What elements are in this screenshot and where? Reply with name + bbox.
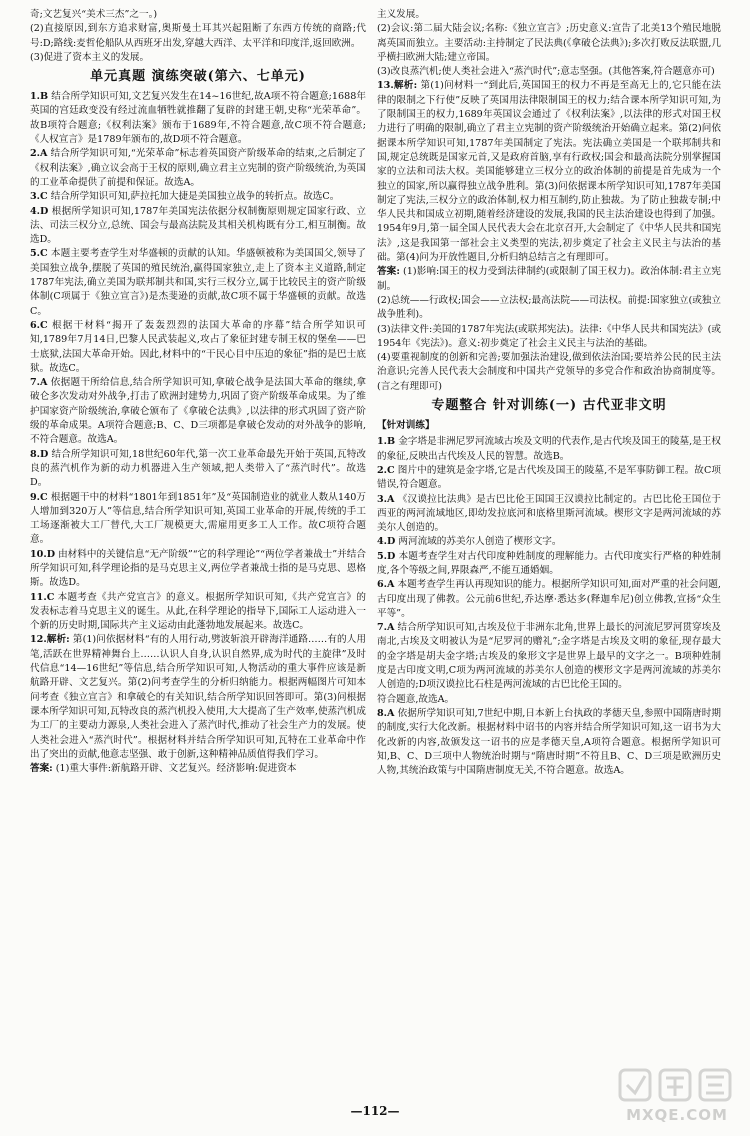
paragraph-text: 结合所学知识可知,“光荣革命”标志着英国资产阶级革命的结束,之后制定了《权利法案》,确立议会高于王权的原则,确立君主立宪制的资产阶级统治,为英国的工业革命提供了前提和保证。故选A。 xyxy=(30,148,366,188)
subsection-heading: 【针对训练】 xyxy=(377,420,435,432)
left-paragraph xyxy=(30,448,366,491)
right-paragraph xyxy=(377,535,721,549)
paragraph-text: (2)会议:第二届大陆会议;名称:《独立宣言》;历史意义:宣告了北美13个殖民地脱离英国而独立。主要活动:主持制定了民法典(《拿破仑法典》);多次打败反法联盟,几乎横扫欧洲大陆;建立帝国。 xyxy=(377,23,721,63)
answer-label: 12.解析: xyxy=(30,634,70,646)
answer-label: 2.A xyxy=(30,148,48,160)
left-paragraph xyxy=(30,22,366,51)
right-paragraph xyxy=(377,435,721,464)
right-paragraph xyxy=(377,265,721,294)
paragraph-text: 第(1)问依据材料“有的人用行动,劈波斩浪开辟海洋通路……有的人用笔,活跃在世界精神舞台上……认识人自身,认识自然界,成为时代的主旋律”及时代信息“14—16世纪”等信息,结合所学知识可知,人物活动的重大事件应该是新航路开辟、文艺复兴。第(2)问考查学生的分析归纳能力。根据两幅图片可知本问考查《独立宣言》和拿破仑的有关知识,结合所学知识回答即可。第(3)问根据课本所学知识可知,瓦特改良的蒸汽机投入使用,大大提高了生产效率,使蒸汽机成为工厂的主要动力源泉,人类社会进入了蒸汽时代,推动了社会生产力的发展。使人类社会进入“蒸汽时代”。根据材料并结合所学知识可知,瓦特在工业革命中作出了突出的贡献,他意志坚强、敢于创新,这种精神品质值得我们学习。 xyxy=(30,634,366,760)
paragraph-text: 本题考查学生再认再现知识的能力。根据所学知识可知,面对严重的社会问题,古印度出现了佛教。公元前6世纪,乔达摩·悉达多(释迦牟尼)创立佛教,宣扬“众生平等”。 xyxy=(377,579,721,619)
answer-label: 6.C xyxy=(30,319,48,331)
right-paragraph xyxy=(377,294,721,323)
answer-label: 5.C xyxy=(30,248,48,260)
paragraph-text: 《汉谟拉比法典》是古巴比伦王国国王汉谟拉比制定的。古巴比伦王国位于西亚的两河流域地区,即幼发拉底河和底格里斯河流域。楔形文字是两河流域的苏美尔人创造的。 xyxy=(377,493,721,534)
answer-label: 11.C xyxy=(30,591,55,603)
answer-label: 6.A xyxy=(377,579,395,591)
answer-label: 1.B xyxy=(377,436,396,448)
paragraph-text: 结合所学知识可知,文艺复兴发生在14~16世纪,故A项不符合题意;1688年英国的宫廷政变没有经过流血牺牲就推翻了复辟的封建王朝,史称“光荣革命”。故B项符合题意;《权利法案》颁布于1689年,不符合题意,故C项不符合题意;《人权宣言》是1789年颁布的,故D项不符合题意。 xyxy=(30,91,366,146)
paragraph-text: (2)总统——行政权;国会——立法权;最高法院——司法权。前提:国家独立(或独立战争胜利)。 xyxy=(377,294,721,321)
right-paragraph xyxy=(377,621,721,692)
paragraph-text: 结合所学知识可知,18世纪60年代,第一次工业革命最先开始于英国,瓦特改良的蒸汽机作为新的动力机器进入生产领域,把人类带入了“蒸汽时代”。故选D。 xyxy=(30,448,366,489)
answer-label: 4.D xyxy=(377,536,396,548)
page-number: —112— xyxy=(350,1104,400,1118)
paragraph-text: (3)促进了资本主义的发展。 xyxy=(30,51,150,63)
left-paragraph xyxy=(30,319,366,376)
watermark: MXQE.COM xyxy=(616,1064,738,1130)
paragraph-text: 依据题干所给信息,结合所学知识可知,拿破仑战争是法国大革命的继续,拿破仑多次发动对外战争,打击了欧洲封建势力,巩固了资产阶级革命成果。为了维护国家资产阶级统治,拿破仑颁布了《拿破仑法典》,以法律的形式巩固了资产阶级的革命成果。A项符合题意;B、C、D三项都是拿破仑发动的对外战争的影响,不符合题意。故选A。 xyxy=(30,377,366,446)
right-paragraph xyxy=(377,323,721,352)
left-paragraph xyxy=(30,147,366,190)
answer-label: 1.B xyxy=(30,91,49,103)
answer-label: 10.D xyxy=(30,548,56,560)
paragraph-text: (4)要重视制度的创新和完善;要加强法治建设,做到依法治国;要培养公民的民主法治意识;完善人民代表大会制度和中国共产党领导的多党合作和政治协商制度等。(言之有理即可) xyxy=(377,352,721,392)
left-paragraph xyxy=(30,90,366,147)
paragraph-text: 图片中的建筑是金字塔,它是古代埃及国王的陵墓,不是军事防御工程。故C项错误,符合题意。 xyxy=(377,464,721,491)
left-paragraph xyxy=(30,591,366,634)
left-paragraph xyxy=(30,376,366,447)
answer-label: 2.C xyxy=(377,464,395,476)
section-heading: 专题整合 针对训练(一) 古代亚非文明 xyxy=(431,398,667,414)
answer-label: 13.解析: xyxy=(377,80,418,92)
right-paragraph xyxy=(377,693,721,707)
paragraph-text: 结合所学知识可知,萨拉托加大捷是美国独立战争的转折点。故选C。 xyxy=(50,191,340,203)
paragraph-text: 结合所学知识可知,古埃及位于非洲东北角,世界上最长的河流尼罗河贯穿埃及南北,古埃及文明被认为是“尼罗河的赠礼”;金字塔是古埃及文明的象征,现存最大的金字塔是胡夫金字塔;古埃及的象形文字是世界上最早的文字之一。B项种姓制度是古印度文明,C项为两河流域的苏美尔人创造的楔形文字是两河流域的苏美尔人创造的;D项汉谟拉比石柱是两河流域的古巴比伦王国的。 xyxy=(377,622,721,691)
paragraph-text: (1)影响:国王的权力受到法律制约(或限制了国王权力)。政治体制:君主立宪制。 xyxy=(377,266,721,292)
watermark-logo-icon xyxy=(616,1064,738,1110)
paragraph-text: (3)改良蒸汽机;使人类社会进入“蒸汽时代”;意志坚强。(其他答案,符合题意亦可) xyxy=(377,66,715,78)
right-paragraph xyxy=(377,707,721,778)
left-paragraph xyxy=(30,190,366,204)
answer-label: 答案: xyxy=(30,763,53,775)
left-paragraph xyxy=(30,491,366,548)
answer-label: 3.A xyxy=(377,493,395,505)
answer-label: 7.A xyxy=(30,377,48,389)
paragraph-text: (1)重大事件:新航路开辟、文艺复兴。经济影响:促进资本 xyxy=(55,763,297,775)
paragraph-text: 根据所学知识可知,1787年美国宪法依据分权制衡原则规定国家行政、立法、司法三权分立,总统、国会与最高法院及其相关机构既有分工,相互制衡。故选D。 xyxy=(30,205,366,246)
paragraph-text: 本题考查学生对古代印度种姓制度的理解能力。古代印度实行严格的种姓制度,各个等级之间,界限森严,不能互通婚姻。 xyxy=(377,550,721,576)
left-paragraph xyxy=(30,8,366,22)
right-paragraph xyxy=(377,493,721,536)
answer-label: 答案: xyxy=(377,266,400,278)
right-paragraph xyxy=(377,464,721,493)
right-column xyxy=(377,8,721,778)
right-paragraph xyxy=(377,22,721,65)
right-paragraph xyxy=(377,79,721,265)
answer-label: 8.A xyxy=(377,707,395,719)
paragraph-text: (3)法律文件:美国的1787年宪法(或联邦宪法)。法律:《中华人民共和国宪法》(或1954年《宪法》)。意义:初步奠定了社会主义民主与法治的基础。 xyxy=(377,323,721,349)
answer-label: 8.D xyxy=(30,448,49,460)
paragraph-text: 两河流域的苏美尔人创造了楔形文字。 xyxy=(398,536,562,548)
answer-label: 7.A xyxy=(377,622,395,634)
left-paragraph xyxy=(30,633,366,762)
answer-label: 5.D xyxy=(377,550,396,562)
paragraph-text: 根据干材料“揭开了轰轰烈烈的法国大革命的序幕”结合所学知识可知,1789年7月14日,巴黎人民武装起义,攻占了象征封建专制王权的堡垒——巴士底狱,法国大革命开始。因此,材料中的“干民心目中压迫的象征”指的是巴士底狱。故选C。 xyxy=(30,319,366,374)
right-paragraph xyxy=(377,65,721,79)
left-paragraph xyxy=(30,51,366,65)
left-column xyxy=(30,8,366,776)
answer-label: 4.D xyxy=(30,205,49,217)
left-paragraph xyxy=(30,762,366,776)
paragraph-text: 依据所学知识可知,7世纪中期,日本新上台执政的孝德天皇,参照中国隋唐时期的制度,实行大化改新。根据材料中诏书的内容并结合所学知识可知,这一诏书为大化改新的内容,故颁发这一诏书的应是孝德天皇,A项符合题意。根据所学知识可知,B、C、D三项中人物统治时期与“隋唐时期”不符且B、C、D三项是欧洲历史人物,其统治政策与中国隋唐制度无关,不符合题意。故选A。 xyxy=(377,707,721,777)
left-paragraph xyxy=(30,247,366,318)
paragraph-text: 由材料中的关键信息“无产阶级”“它的科学理论”“两位学者兼战士”并结合所学知识可知,科学理论指的是马克思主义,两位学者兼战士指的是马克思、恩格斯。故选D。 xyxy=(30,548,366,589)
section-heading: 单元真题 演练突破(第六、七单元) xyxy=(90,69,306,85)
paragraph-text: 本题考查《共产党宣言》的意义。根据所学知识可知,《共产党宣言》的发表标志着马克思主义的诞生。从此,在科学理论的指导下,国际工人运动进入一个新的历史时期,国际共产主义运动由此蓬勃地发展起来。故选C。 xyxy=(30,591,366,632)
paragraph-text: 根据题干中的材料“1801年到1851年”及“英国制造业的就业人数从140万人增加到320万人”等信息,结合所学知识可知,英国工业革命的开展,传统的手工工场逐渐被大工厂替代,大工厂规模更大,需雇用更多工人工作。故C项符合题意。 xyxy=(30,491,366,546)
left-paragraph xyxy=(30,548,366,591)
paragraph-text: 金字塔是非洲尼罗河流域古埃及文明的代表作,是古代埃及国王的陵墓,是王权的象征,反映出古代埃及人民的智慧。故选B。 xyxy=(377,436,721,462)
left-paragraph xyxy=(30,205,366,248)
paragraph-text: 符合题意,故选A。 xyxy=(377,693,455,705)
paragraph-text: 第(1)问材料一“到此后,英国国王的权力不再是至高无上的,它只能在法律的限制之下行使”反映了英国用法律限制国王的权力;结合课本所学知识可知,为了限制国王的权力,1689年英国议会通过了《权利法案》,以法律的形式对国王权力进行了明确的限制,确立了君主立宪制的资产阶级统治开始确立起来。第(2)问依据课本所学知识可知,1787年美国制定了宪法。宪法确立美国是一个联邦制共和国,规定总统既是国家元首,又是政府首脑,享有行政权;国会和最高法院分别掌握国家的立法和司法大权。美国能够建立三权分立的政治体制的前提是首先成为一个独立的国家,所以赢得独立战争胜利。第(3)问依据课本所学知识可知,1787年美国制定了宪法,三权分立的政治体制,权力相互制约,防止独裁。为了防止独裁专制;中华人民共和国成立初期,随着经济建设的发展,我国的民主法治建设也得到了加强。1954年9月,第一届全国人民代表大会在北京召开,大会制定了《中华人民共和国宪法》,这是我国第一部社会主义类型的宪法,初步奠定了社会主义民主与法治的基础。第(4)问为开放性题目,分析归纳总结言之有理即可。 xyxy=(377,80,722,264)
right-paragraph xyxy=(377,578,721,621)
paragraph-text: (2)直接原因,到东方追求财富,奥斯曼土耳其兴起阻断了东西方传统的商路;代号:D;路线:麦哲伦船队从西班牙出发,穿越大西洋、太平洋和印度洋,返回欧洲。 xyxy=(30,23,366,49)
right-paragraph xyxy=(377,550,721,579)
paragraph-text: 本题主要考查学生对华盛顿的贡献的认知。华盛顿被称为美国国父,领导了美国独立战争,摆脱了英国的殖民统治,赢得国家独立,走上了资本主义道路,制定1787年宪法,确立美国为联邦制共和国,实行三权分立,属于比较民主的资产阶级体制(C项属于《独立宣言》)是杰斐逊的贡献,故C项不属于华盛顿的贡献。故选C。 xyxy=(30,248,366,317)
answer-label: 3.C xyxy=(30,191,48,203)
answer-label: 9.C xyxy=(30,491,48,503)
paragraph-text: 奇;文艺复兴“美术三杰”之一。) xyxy=(30,9,158,20)
paragraph-text: 主义发展。 xyxy=(377,9,425,20)
right-paragraph xyxy=(377,351,721,394)
right-paragraph xyxy=(377,8,721,22)
